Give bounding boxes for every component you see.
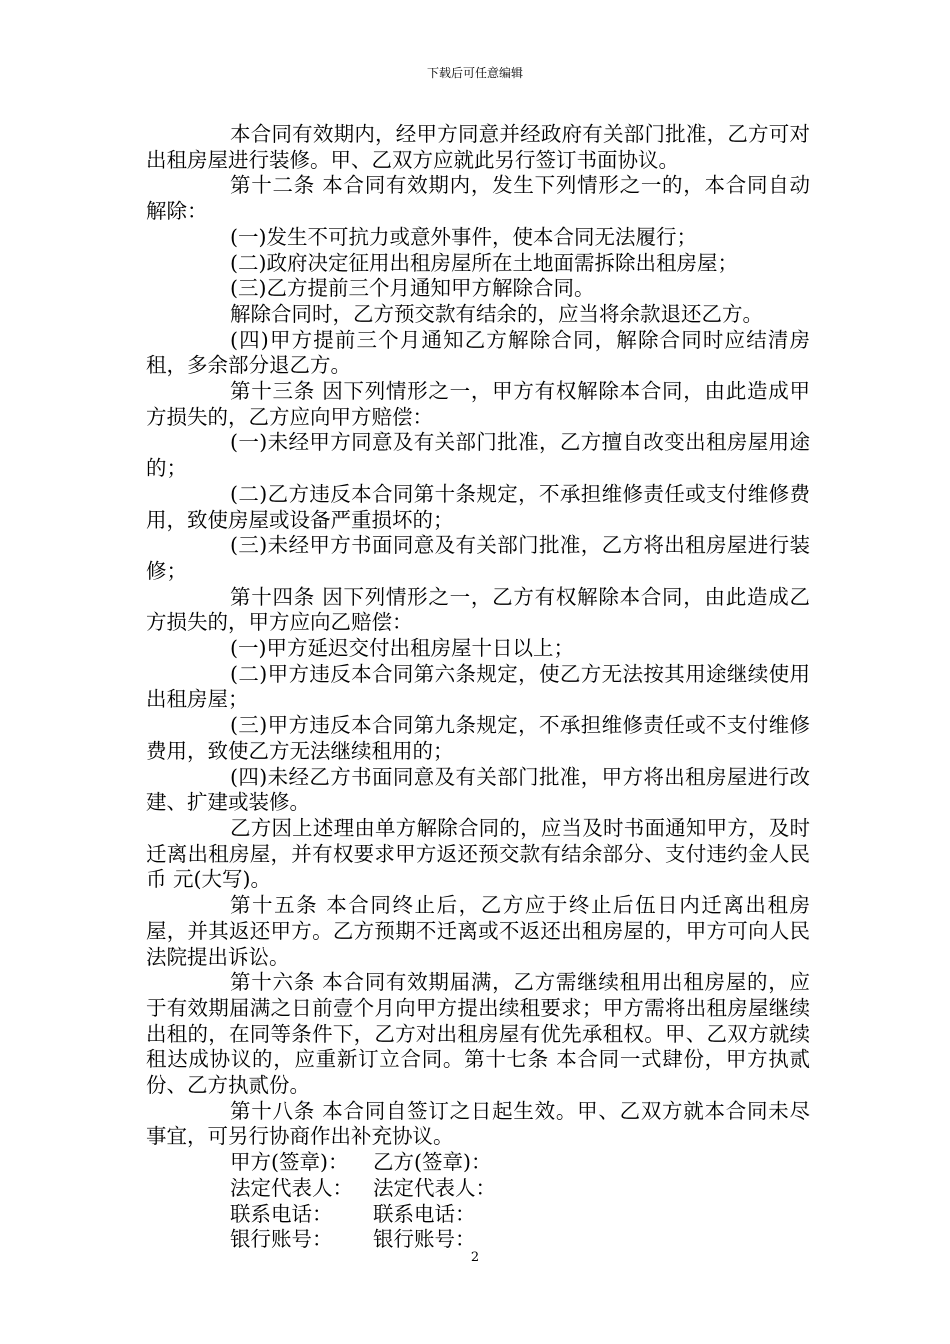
party-b-bank-account-label: 银行账号：: [373, 1227, 476, 1252]
clause-12-item-2: (二)政府决定征用出租房屋所在土地面需拆除出租房屋；: [230, 250, 738, 275]
clause-14-item-1: (一)甲方延迟交付出租房屋十日以上；: [230, 636, 574, 661]
clause-12-item-4: (四)甲方提前三个月通知乙方解除合同，解除合同时应结清房租，多余部分退乙方。: [146, 327, 810, 378]
clause-13-item-3: (三)未经甲方书面同意及有关部门批准，乙方将出租房屋进行装修；: [146, 533, 810, 583]
signature-row-representative: [146, 1176, 810, 1202]
clause-18: 第十八条 本合同自签订之日起生效。甲、乙双方就本合同未尽事宜，可另行协商作出补充协议。: [146, 1098, 810, 1149]
clause-12-item-3: (三)乙方提前三个月通知甲方解除合同。: [230, 276, 595, 301]
clause-12: 第十二条 本合同有效期内，发生下列情形之一的，本合同自动解除：: [146, 173, 810, 224]
clause-13-item-1: (一)未经甲方同意及有关部门批准，乙方擅自改变出租房屋用途的；: [146, 430, 810, 481]
clause-12-refund: 解除合同时，乙方预交款有结余的，应当将余款退还乙方。: [230, 301, 763, 326]
party-a-representative-label: 法定代表人：: [230, 1175, 353, 1200]
signature-block: [146, 1150, 810, 1253]
clause-16-17: 第十六条 本合同有效期届满，乙方需继续租用出租房屋的，应于有效期届满之日前壹个月向甲方提出续租要求；甲方需将出租房屋继续出租的，在同等条件下，乙方对出租房屋有优先承租权。甲、乙双方就续租达成协议的，应重新订立合同。第十七条 本合同一式肆份，甲方执贰份、乙方执贰份。: [146, 970, 810, 1098]
clause-13: 第十三条 因下列情形之一，甲方有权解除本合同，由此造成甲方损失的，乙方应向甲方赔偿：: [146, 379, 810, 429]
page-number: 2: [470, 1250, 480, 1265]
party-a-seal-label: 甲方(签章)：: [230, 1150, 349, 1175]
paragraph-renovation: 本合同有效期内，经甲方同意并经政府有关部门批准，乙方可对出租房屋进行装修。甲、乙双方应就此另行签订书面协议。: [146, 122, 810, 172]
signature-row-phone: [146, 1202, 810, 1228]
party-b-representative-label: 法定代表人：: [373, 1175, 496, 1200]
clause-13-item-2: (二)乙方违反本合同第十条规定，不承担维修责任或支付维修费用，致使房屋或设备严重损坏的；: [146, 481, 810, 532]
clause-15: 第十五条 本合同终止后，乙方应于终止后伍日内迁离出租房屋，并其返还甲方。乙方预期不迁离或不返还出租房屋的，甲方可向人民法院提出诉讼。: [146, 893, 810, 969]
signature-row-seal: [146, 1150, 810, 1176]
clause-14-termination-notice: 乙方因上述理由单方解除合同的，应当及时书面通知甲方，及时迁离出租房屋，并有权要求甲方返还预交款有结余部分、支付违约金人民币 元(大写)。: [146, 815, 810, 892]
contract-body: [146, 122, 810, 1253]
clause-12-item-1: (一)发生不可抗力或意外事件，使本合同无法履行；: [230, 224, 697, 249]
clause-14-item-4: (四)未经乙方书面同意及有关部门批准，甲方将出租房屋进行改建、扩建或装修。: [146, 764, 810, 815]
party-b-phone-label: 联系电话：: [373, 1201, 476, 1226]
party-a-bank-account-label: 银行账号：: [230, 1227, 333, 1252]
page-header-note: 下载后可任意编辑: [426, 66, 523, 80]
party-a-phone-label: 联系电话：: [230, 1201, 333, 1226]
clause-14-item-2: (二)甲方违反本合同第六条规定，使乙方无法按其用途继续使用出租房屋；: [146, 661, 810, 712]
clause-14-item-3: (三)甲方违反本合同第九条规定，不承担维修责任或不支付维修费用，致使乙方无法继续租用的；: [146, 713, 810, 763]
party-b-seal-label: 乙方(签章)：: [373, 1150, 492, 1175]
clause-14: 第十四条 因下列情形之一，乙方有权解除本合同，由此造成乙方损失的，甲方应向乙赔偿：: [146, 584, 810, 635]
